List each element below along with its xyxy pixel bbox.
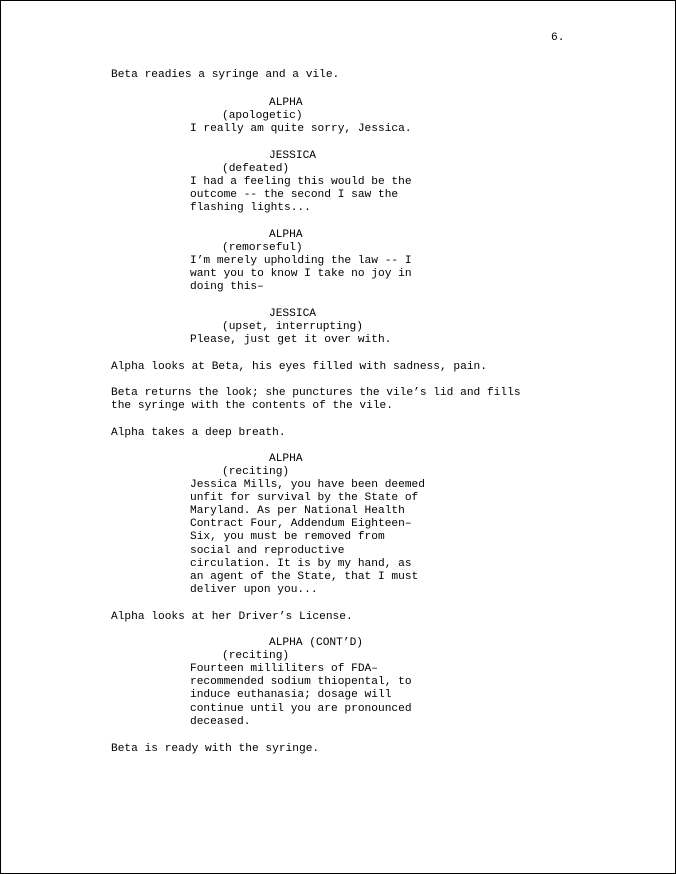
dialogue-line: Six, you must be removed from: [190, 531, 385, 543]
dialogue-line: recommended sodium thiopental, to: [190, 676, 412, 688]
action-line: Beta returns the look; she punctures the vile’s lid and fills: [111, 387, 521, 399]
parenthetical: (remorseful): [222, 242, 303, 254]
dialogue-line: induce euthanasia; dosage will: [190, 689, 392, 701]
dialogue-line: Jessica Mills, you have been deemed: [190, 479, 425, 491]
character-cue: JESSICA: [269, 150, 316, 162]
action-line: Alpha looks at her Driver’s License.: [111, 611, 353, 623]
character-cue: ALPHA (CONT’D): [269, 637, 363, 649]
dialogue-line: I really am quite sorry, Jessica.: [190, 123, 412, 135]
character-cue: JESSICA: [269, 308, 316, 320]
dialogue-line: outcome -- the second I saw the: [190, 189, 399, 201]
dialogue-line: want you to know I take no joy in: [190, 268, 412, 280]
character-cue: ALPHA: [269, 453, 303, 465]
dialogue-line: deceased.: [190, 716, 251, 728]
action-line: Beta is ready with the syringe.: [111, 743, 320, 755]
parenthetical: (reciting): [222, 466, 290, 478]
dialogue-line: deliver upon you...: [190, 584, 318, 596]
parenthetical: (upset, interrupting): [222, 321, 363, 333]
action-line: Beta readies a syringe and a vile.: [111, 69, 340, 81]
page-number: 6.: [551, 32, 565, 44]
character-cue: ALPHA: [269, 229, 303, 241]
parenthetical: (defeated): [222, 163, 290, 175]
dialogue-line: social and reproductive: [190, 545, 345, 557]
dialogue-line: flashing lights...: [190, 202, 311, 214]
character-cue: ALPHA: [269, 97, 303, 109]
action-line: Alpha takes a deep breath.: [111, 427, 286, 439]
dialogue-line: Please, just get it over with.: [190, 334, 392, 346]
dialogue-line: I’m merely upholding the law -- I: [190, 255, 412, 267]
action-line: the syringe with the contents of the vile.: [111, 400, 393, 412]
dialogue-line: Fourteen milliliters of FDA–: [190, 663, 378, 675]
dialogue-line: Contract Four, Addendum Eighteen–: [190, 518, 412, 530]
dialogue-line: unfit for survival by the State of: [190, 492, 419, 504]
parenthetical: (apologetic): [222, 110, 303, 122]
dialogue-line: I had a feeling this would be the: [190, 176, 412, 188]
dialogue-line: continue until you are pronounced: [190, 703, 412, 715]
dialogue-line: doing this–: [190, 281, 264, 293]
parenthetical: (reciting): [222, 650, 290, 662]
dialogue-line: Maryland. As per National Health: [190, 505, 405, 517]
dialogue-line: an agent of the State, that I must: [190, 571, 419, 583]
action-line: Alpha looks at Beta, his eyes filled with sadness, pain.: [111, 361, 487, 373]
dialogue-line: circulation. It is by my hand, as: [190, 558, 412, 570]
